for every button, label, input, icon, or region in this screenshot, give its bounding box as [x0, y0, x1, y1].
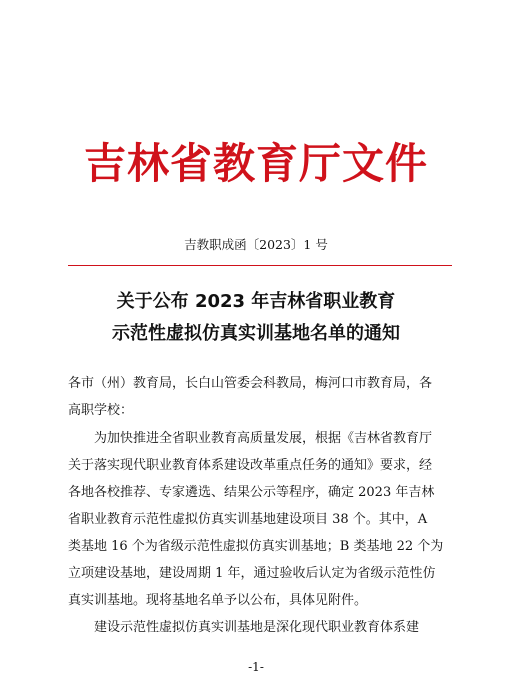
body-line: 各地各校推荐、专家遴选、结果公示等程序，确定 2023 年吉林 [68, 485, 435, 500]
body-line: 真实训基地。现将基地名单予以公布，具体见附件。 [68, 593, 368, 608]
document-number: 吉教职成函〔2023〕1 号 [184, 237, 328, 252]
body-line: 各市（州）教育局，长白山管委会科教局，梅河口市教育局，各 [68, 376, 433, 391]
red-divider [68, 265, 452, 266]
body-line: 建设示范性虚拟仿真实训基地是深化现代职业教育体系建 [68, 620, 420, 635]
notice-title-line-1: 关于公布 2023 年吉林省职业教育 [116, 291, 396, 312]
body-line: 立项建设基地，建设周期 1 年，通过验收后认定为省级示范性仿 [68, 566, 436, 581]
body-line: 省职业教育示范性虚拟仿真实训基地建设项目 38 个。其中，A [68, 512, 428, 527]
body-line: 类基地 16 个为省级示范性虚拟仿真实训基地；B 类基地 22 个为 [68, 539, 444, 554]
masthead-title: 吉林省教育厅文件 [83, 139, 428, 188]
page-number: -1- [248, 660, 264, 674]
notice-title-line-2: 示范性虚拟仿真实训基地名单的通知 [112, 323, 400, 344]
body-line: 关于落实现代职业教育体系建设改革重点任务的通知》要求，经 [68, 458, 433, 473]
body-line: 为加快推进全省职业教育高质量发展，根据《吉林省教育厅 [68, 431, 433, 446]
body-line: 高职学校： [68, 403, 134, 418]
